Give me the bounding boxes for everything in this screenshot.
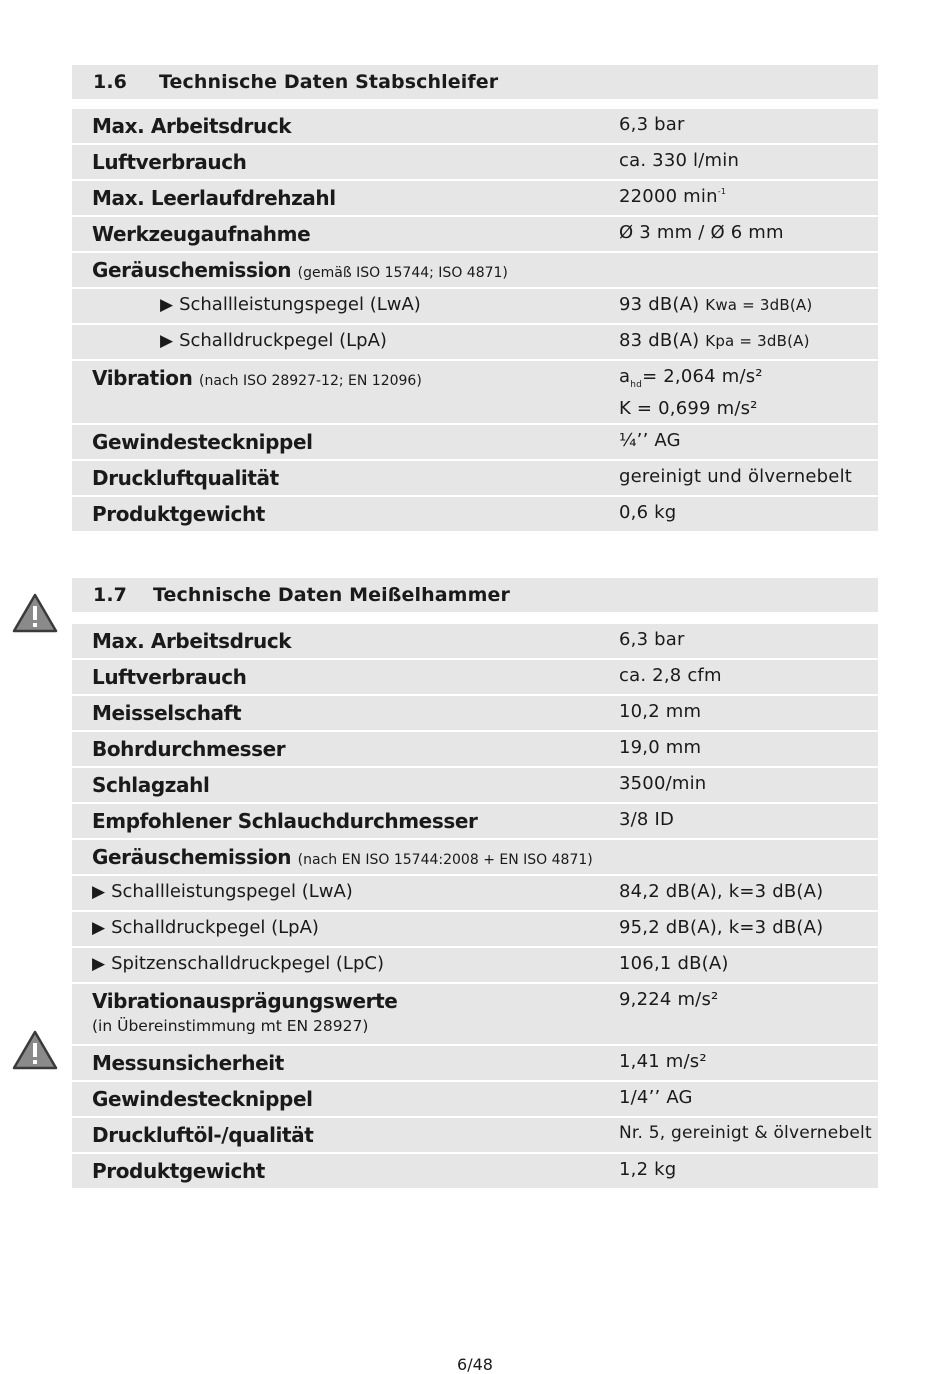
spec-row (72, 948, 878, 982)
spec-label: Luftverbrauch (92, 665, 247, 689)
spec-value: 3500/min (619, 773, 707, 794)
spec-row (72, 461, 878, 495)
spec-row (72, 624, 878, 658)
spec-value: 1,2 kg (619, 1159, 677, 1180)
spec-label: Max. Arbeitsdruck (92, 114, 292, 138)
spec-value: ca. 2,8 cfm (619, 665, 722, 686)
spec-label: Messunsicherheit (92, 1051, 284, 1075)
spec-value: 1,41 m/s² (619, 1051, 707, 1072)
section-meisselhammer (72, 578, 878, 1188)
label-main: Geräuschemission (92, 258, 292, 282)
spec-label: Druckluftqualität (92, 466, 279, 490)
spec-row (72, 1082, 878, 1116)
spec-row (72, 876, 878, 910)
spec-label: Produktgewicht (92, 502, 265, 526)
spec-label (72, 953, 619, 974)
spec-row (72, 217, 878, 251)
spec-value: 10,2 mm (619, 701, 702, 722)
spec-value: 84,2 dB(A), k=3 dB(A) (619, 881, 824, 902)
spec-label: Druckluftöl-/qualität (92, 1123, 314, 1147)
spec-row (72, 1154, 878, 1188)
spec-value: 6,3 bar (619, 629, 685, 650)
label-main: Schalldruckpegel (LpA) (111, 917, 319, 938)
spec-value: 6,3 bar (619, 114, 685, 135)
value-main: 83 dB(A) (619, 330, 700, 351)
bullet-arrow-icon: ▶ (92, 882, 106, 902)
bullet-arrow-icon: ▶ (160, 331, 174, 351)
spec-row (72, 912, 878, 946)
label-main: Schallleistungspegel (LwA) (111, 881, 353, 902)
spec-label: Gewindestecknippel (92, 430, 313, 454)
label-main: Schallleistungspegel (LwA) (179, 294, 421, 315)
label-main: Schalldruckpegel (LpA) (179, 330, 387, 351)
section-number: 1.7 (93, 584, 127, 606)
spec-row (72, 109, 878, 143)
spec-label (72, 845, 619, 869)
spec-row (72, 984, 878, 1044)
section-header (72, 578, 878, 612)
spec-value: ca. 330 l/min (619, 150, 740, 171)
spec-value (619, 294, 812, 315)
spec-value: 0,6 kg (619, 502, 677, 523)
section-title: Technische Daten Meißelhammer (153, 584, 510, 606)
spec-label (72, 330, 619, 351)
spec-label: Empfohlener Schlauchdurchmesser (92, 809, 478, 833)
section-stabschleifer (72, 65, 878, 531)
value-tolerance: Kpa = 3dB(A) (705, 332, 810, 350)
label-main: Vibrationausprägungswerte (92, 989, 398, 1013)
label-main: Geräuschemission (92, 845, 292, 869)
spec-label: Max. Arbeitsdruck (92, 629, 292, 653)
spec-label (72, 917, 619, 938)
label-sub: (in Übereinstimmung mt EN 28927) (92, 1017, 369, 1035)
spec-row (72, 145, 878, 179)
bullet-arrow-icon: ▶ (160, 295, 174, 315)
spec-value: Ø 3 mm / Ø 6 mm (619, 222, 784, 243)
label-main: Vibration (92, 366, 193, 390)
section-header (72, 65, 878, 99)
warning-triangle-icon (12, 592, 58, 634)
value-line2: K = 0,699 m/s² (619, 398, 758, 419)
spec-row (72, 289, 878, 323)
spec-value: 106,1 dB(A) (619, 953, 729, 974)
spec-label: Meisselschaft (92, 701, 242, 725)
value-main: 93 dB(A) (619, 294, 700, 315)
label-note: (gemäß ISO 15744; ISO 4871) (297, 265, 508, 281)
spec-row (72, 361, 878, 423)
spec-row (72, 253, 878, 287)
spec-value: 95,2 dB(A), k=3 dB(A) (619, 917, 824, 938)
label-note: (nach EN ISO 15744:2008 + EN ISO 4871) (297, 852, 593, 868)
page-number: 6/48 (457, 1355, 493, 1374)
spec-label (72, 881, 619, 902)
spec-row (72, 1046, 878, 1080)
spec-label (72, 989, 619, 1035)
spec-label (72, 258, 619, 282)
spec-row (72, 181, 878, 215)
spec-row (72, 840, 878, 874)
label-note: (nach ISO 28927-12; EN 12096) (199, 373, 422, 389)
value-symbol: a (619, 366, 631, 387)
warning-triangle-icon (12, 1029, 58, 1071)
bullet-arrow-icon: ▶ (92, 918, 106, 938)
spec-value (619, 330, 810, 351)
section-number: 1.6 (93, 71, 127, 93)
spec-value: 3/8 ID (619, 809, 675, 830)
spec-label (72, 294, 619, 315)
spec-value (619, 366, 763, 419)
spec-value: gereinigt und ölvernebelt (619, 466, 853, 487)
section-title: Technische Daten Stabschleifer (159, 71, 499, 93)
value-subscript: hd (630, 380, 643, 390)
spec-value (619, 186, 726, 207)
spec-label: Max. Leerlaufdrehzahl (92, 186, 336, 210)
value-main: 22000 min (619, 186, 718, 207)
spec-label: Gewindestecknippel (92, 1087, 313, 1111)
spec-value: ¼’’ AG (619, 430, 681, 451)
spec-row (72, 325, 878, 359)
spec-value: Nr. 5, gereinigt & ölvernebelt (619, 1123, 872, 1143)
spec-row (72, 1118, 878, 1152)
spec-row (72, 497, 878, 531)
spec-label: Produktgewicht (92, 1159, 265, 1183)
label-main: Spitzenschalldruckpegel (LpC) (111, 953, 384, 974)
spec-row (72, 660, 878, 694)
value-main: = 2,064 m/s² (642, 366, 763, 387)
value-superscript: -1 (717, 187, 727, 196)
spec-label: Bohrdurchmesser (92, 737, 286, 761)
spec-label: Schlagzahl (92, 773, 210, 797)
bullet-arrow-icon: ▶ (92, 954, 106, 974)
spec-value: 19,0 mm (619, 737, 702, 758)
spec-value: 1/4’’ AG (619, 1087, 693, 1108)
spec-row (72, 768, 878, 802)
spec-row (72, 425, 878, 459)
value-tolerance: Kwa = 3dB(A) (705, 296, 813, 314)
spec-label: Werkzeugaufnahme (92, 222, 311, 246)
spec-row (72, 804, 878, 838)
spec-row (72, 696, 878, 730)
spec-label: Luftverbrauch (92, 150, 247, 174)
spec-row (72, 732, 878, 766)
spec-value: 9,224 m/s² (619, 989, 719, 1010)
spec-label (72, 366, 619, 390)
